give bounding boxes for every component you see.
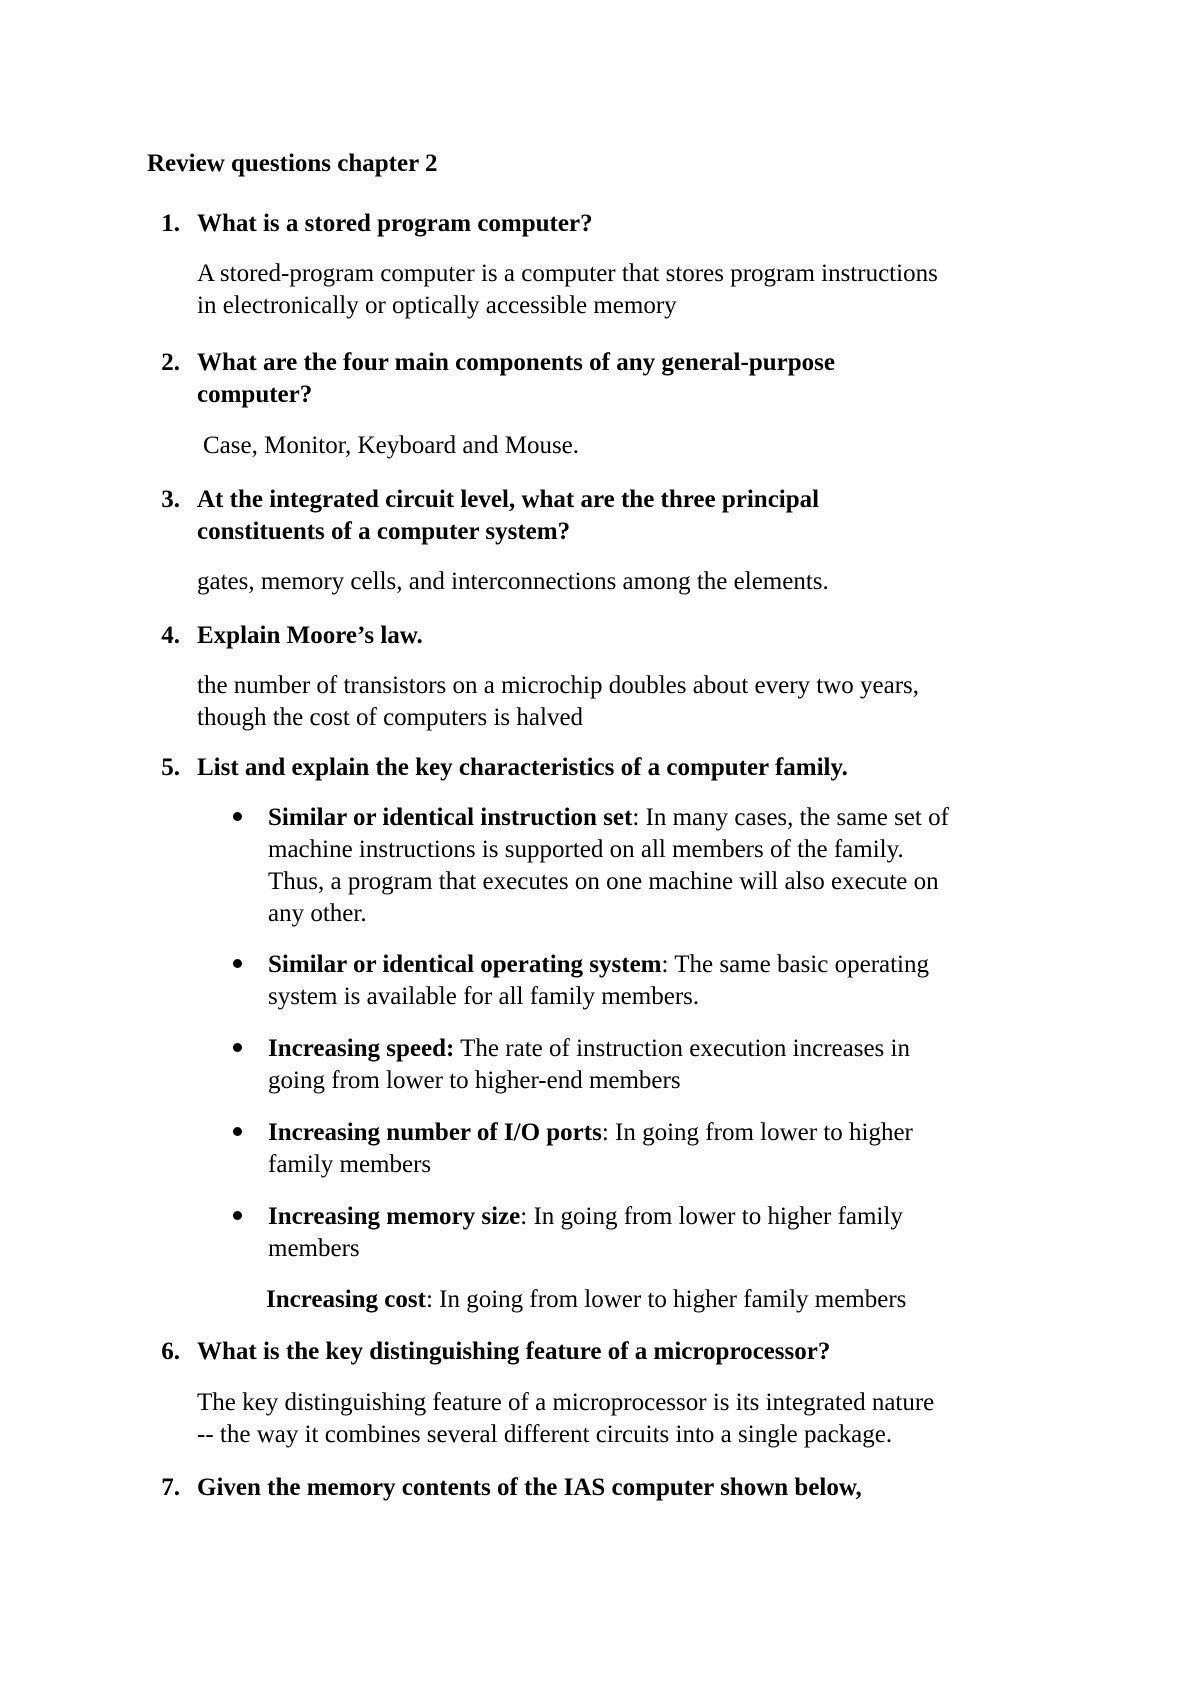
q6-question: What is the key distinguishing feature of a microprocessor? — [197, 1338, 831, 1365]
q7-number: 7. — [161, 1474, 180, 1501]
increasing-cost-term: Increasing cost — [266, 1286, 426, 1313]
q5-number: 5. — [161, 754, 180, 781]
bullet-4-line-2: family members — [268, 1151, 432, 1178]
bullet-2-line-1 — [268, 949, 929, 981]
q7-question: Given the memory contents of the IAS computer shown below, — [197, 1474, 862, 1501]
bullet-dot — [233, 812, 242, 821]
bullet-dot — [233, 1043, 242, 1052]
q1-answer-line-2: in electronically or optically accessible memory — [197, 292, 677, 319]
q6-answer-line-1: The key distinguishing feature of a microprocessor is its integrated nature — [197, 1389, 935, 1416]
q3-answer: gates, memory cells, and interconnections among the elements. — [197, 568, 829, 595]
q5-question: List and explain the key characteristics of a computer family. — [197, 754, 848, 781]
bullet-3-text: The rate of instruction execution increases in — [454, 1035, 910, 1062]
bullet-1-text: : In many cases, the same set of — [632, 804, 949, 831]
bullet-1-line-4: any other. — [268, 900, 367, 927]
q3-question-line-1: At the integrated circuit level, what are the three principal — [197, 486, 820, 513]
q2-question-line-1: What are the four main components of any general-purpose — [197, 349, 835, 376]
bullet-2-text: : The same basic operating — [661, 951, 930, 978]
bullet-5-line-1 — [268, 1201, 903, 1233]
bullet-dot — [233, 1211, 242, 1220]
bullet-1-term: Similar or identical instruction set — [268, 804, 633, 831]
q2-question-line-2: computer? — [197, 381, 313, 408]
q4-question: Explain Moore’s law. — [197, 622, 423, 649]
q6-number: 6. — [161, 1338, 180, 1365]
q1-number: 1. — [161, 210, 180, 237]
bullet-1-line-2: machine instructions is supported on all members of the family. — [268, 836, 904, 863]
q1-question: What is a stored program computer? — [197, 210, 593, 237]
bullet-5-line-2: members — [268, 1235, 360, 1262]
q2-answer: Case, Monitor, Keyboard and Mouse. — [203, 432, 580, 459]
bullet-5-term: Increasing memory size — [268, 1203, 521, 1230]
q4-answer-line-1: the number of transistors on a microchip doubles about every two years, — [197, 672, 920, 699]
increasing-cost-line — [266, 1284, 906, 1316]
bullet-dot — [233, 1127, 242, 1136]
bullet-4-term: Increasing number of I/O ports — [268, 1119, 602, 1146]
q1-answer-line-1: A stored-program computer is a computer that stores program instructions — [197, 260, 938, 287]
q3-question-line-2: constituents of a computer system? — [197, 518, 571, 545]
q3-number: 3. — [161, 486, 180, 513]
bullet-4-text: : In going from lower to higher — [601, 1119, 913, 1146]
page-title: Review questions chapter 2 — [147, 150, 438, 177]
q2-number: 2. — [161, 349, 180, 376]
increasing-cost-text: : In going from lower to higher family members — [425, 1286, 907, 1313]
bullet-1-line-3: Thus, a program that executes on one machine will also execute on — [268, 868, 939, 895]
bullet-5-text: : In going from lower to higher family — [520, 1203, 903, 1230]
bullet-4-line-1 — [268, 1117, 913, 1149]
bullet-3-line-2: going from lower to higher-end members — [268, 1067, 681, 1094]
q6-answer-line-2: -- the way it combines several different circuits into a single package. — [197, 1421, 893, 1448]
q4-answer-line-2: though the cost of computers is halved — [197, 704, 584, 731]
bullet-1-line-1 — [268, 802, 949, 834]
bullet-3-term: Increasing speed: — [268, 1035, 455, 1062]
q4-number: 4. — [161, 622, 180, 649]
bullet-2-line-2: system is available for all family members. — [268, 983, 700, 1010]
bullet-dot — [233, 959, 242, 968]
bullet-3-line-1 — [268, 1033, 910, 1065]
bullet-2-term: Similar or identical operating system — [268, 951, 662, 978]
